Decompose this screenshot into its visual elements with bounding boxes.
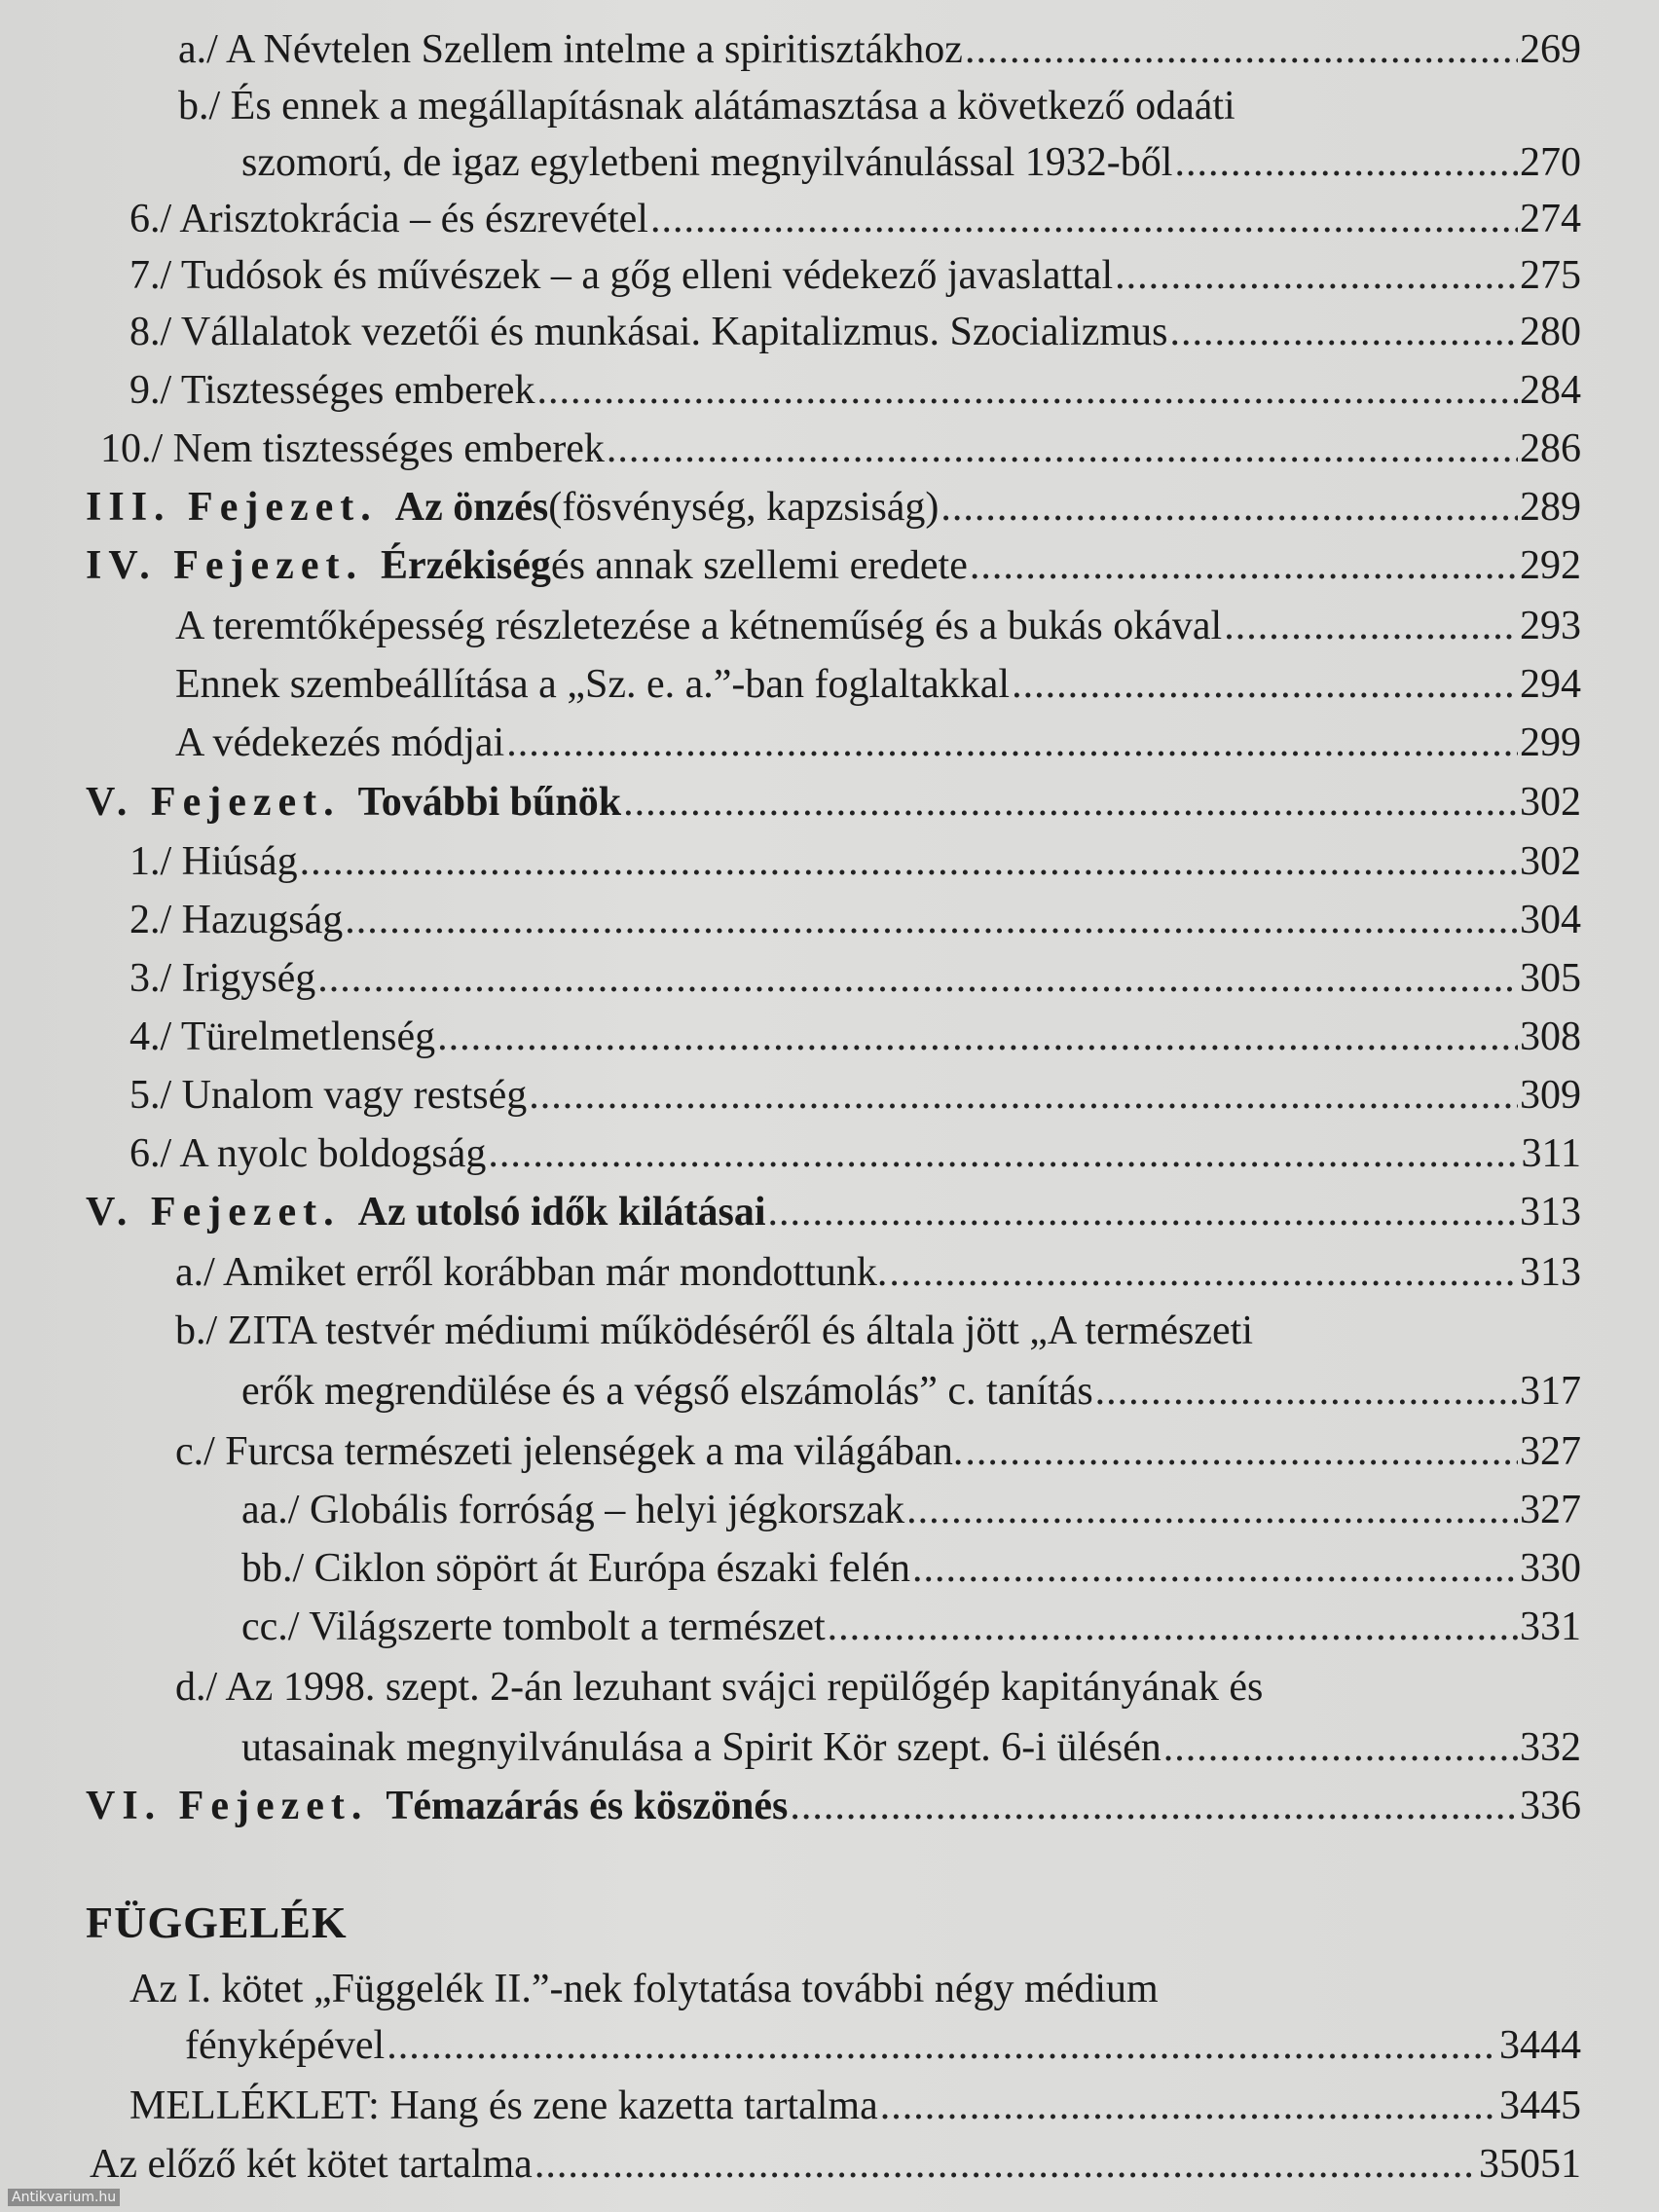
entry-title: bb./ Ciklon söpört át Európa északi felén	[241, 1546, 910, 1591]
chapter-title: További bűnök	[357, 780, 622, 825]
page-number: 270	[1520, 140, 1581, 185]
page-number: 332	[1520, 1725, 1581, 1770]
leader-dots	[965, 21, 1518, 78]
leader-dots	[535, 2136, 1477, 2193]
page-number: 311	[1521, 1131, 1581, 1176]
toc-chapter	[86, 1184, 1581, 1240]
toc-entry	[129, 362, 1581, 419]
toc-entry-line: d./ Az 1998. szept. 2-án lezuhant svájci repülőgép kapitányának és	[175, 1665, 1264, 1710]
page-number: 3445	[1499, 2083, 1581, 2128]
toc-entry	[175, 1423, 1581, 1480]
leader-dots	[912, 1540, 1518, 1597]
page-number: 327	[1520, 1488, 1581, 1532]
toc-entry	[175, 656, 1581, 713]
entry-title: 8./ Vállalatok vezetői és munkásai. Kapitalizmus. Szocializmus	[129, 310, 1168, 354]
leader-dots	[345, 892, 1518, 948]
toc-entry	[175, 598, 1581, 654]
leader-dots	[536, 362, 1518, 419]
leader-dots	[790, 1778, 1518, 1834]
entry-title: Az előző két kötet tartalma	[90, 2142, 533, 2187]
entry-title: MELLÉKLET: Hang és zene kazetta tartalma	[129, 2083, 878, 2128]
leader-dots	[387, 2017, 1497, 2074]
entry-title: aa./ Globális forróság – helyi jégkorszak	[241, 1488, 905, 1532]
toc-chapter	[86, 537, 1581, 594]
toc-chapter	[86, 479, 1581, 535]
leader-dots	[607, 421, 1518, 477]
entry-title: a./ Amiket erről korábban már mondottunk.	[175, 1250, 888, 1295]
entry-title: Ennek szembeállítása a „Sz. e. a.”-ban foglaltakkal	[175, 662, 1011, 707]
entry-title: 1./ Hiúság	[129, 839, 298, 884]
chapter-title: Témazárás és köszönés	[386, 1784, 789, 1828]
page-number: 289	[1520, 485, 1581, 530]
toc-entry	[129, 1009, 1581, 1065]
chapter-subtitle: (fösvénység, kapzsiság)	[548, 485, 940, 530]
chapter-label: VI. Fejezet.	[86, 1784, 369, 1828]
toc-entry	[129, 191, 1581, 247]
toc-entry	[129, 892, 1581, 948]
page-number: 299	[1520, 720, 1581, 765]
toc-entry	[241, 1540, 1581, 1597]
leader-dots	[1115, 247, 1518, 304]
toc-entry	[178, 21, 1581, 78]
toc-entry	[129, 247, 1581, 304]
page-number: 336	[1520, 1784, 1581, 1828]
chapter-label: IV. Fejezet.	[86, 543, 363, 588]
appendix-entry	[185, 2017, 1581, 2074]
leader-dots	[768, 1184, 1518, 1240]
toc-entry	[241, 134, 1581, 191]
toc-entry	[175, 715, 1581, 771]
entry-title: 10./ Nem tisztességes emberek	[100, 426, 605, 471]
leader-dots	[317, 950, 1518, 1007]
toc-entry	[129, 833, 1581, 890]
toc-entry-line: b./ ZITA testvér médiumi működéséről és általa jött „A természeti	[175, 1309, 1253, 1353]
leader-dots	[1095, 1363, 1518, 1419]
leader-dots	[300, 833, 1518, 890]
toc-entry	[129, 950, 1581, 1007]
leader-dots	[906, 1482, 1518, 1538]
page-number: 331	[1520, 1604, 1581, 1649]
leader-dots	[940, 479, 1518, 535]
chapter-label: V. Fejezet.	[86, 780, 341, 825]
page-number: 302	[1520, 839, 1581, 884]
toc-entry	[175, 1244, 1581, 1301]
page-number: 284	[1520, 368, 1581, 413]
page-number: 269	[1520, 27, 1581, 72]
page-number: 275	[1520, 253, 1581, 298]
page-number: 280	[1520, 310, 1581, 354]
appendix-line: Az I. kötet „Függelék II.”-nek folytatása további négy médium	[129, 1967, 1159, 2011]
leader-dots	[506, 715, 1518, 771]
entry-title: 4./ Türelmetlenség	[129, 1014, 436, 1059]
leader-dots	[1169, 304, 1518, 360]
toc-entry	[129, 1125, 1581, 1182]
leader-dots	[437, 1009, 1518, 1065]
entry-title: 2./ Hazugság	[129, 898, 344, 942]
chapter-subtitle: és annak szellemi eredete	[550, 543, 968, 588]
page-number: 317	[1520, 1369, 1581, 1414]
page-number: 304	[1520, 898, 1581, 942]
entry-title: 7./ Tudósok és művészek – a gőg elleni védekező javaslattal	[129, 253, 1114, 298]
leader-dots	[1224, 598, 1518, 654]
leader-dots	[1174, 134, 1518, 191]
page-number: 313	[1520, 1250, 1581, 1295]
chapter-title: Az önzés	[394, 485, 549, 530]
chapter-title: Az utolsó idők kilátásai	[357, 1190, 766, 1235]
page-number: 35051	[1479, 2142, 1581, 2187]
entry-title: utasainak megnyilvánulása a Spirit Kör szept. 6-i ülésén	[241, 1725, 1161, 1770]
appendix-entry	[90, 2136, 1581, 2193]
toc-entry	[241, 1719, 1581, 1776]
watermark: Antikvarium.hu	[8, 2189, 120, 2206]
page-number: 3444	[1499, 2023, 1581, 2068]
page-number: 293	[1520, 604, 1581, 648]
leader-dots	[880, 2078, 1497, 2134]
entry-title: A teremtőképesség részletezése a kétneműség és a bukás okával	[175, 604, 1223, 648]
entry-title: 3./ Irigység	[129, 956, 316, 1001]
page-number: 305	[1520, 956, 1581, 1001]
page-number: 274	[1520, 197, 1581, 241]
leader-dots	[529, 1067, 1518, 1124]
leader-dots	[650, 191, 1518, 247]
entry-title: c./ Furcsa természeti jelenségek a ma világában.	[175, 1429, 964, 1474]
toc-entry	[241, 1363, 1581, 1419]
entry-title: erők megrendülése és a végső elszámolás” c. tanítás	[241, 1369, 1093, 1414]
toc-entry	[241, 1482, 1581, 1538]
entry-title: fényképével	[185, 2023, 386, 2068]
page-number: 286	[1520, 426, 1581, 471]
page-number: 313	[1520, 1190, 1581, 1235]
leader-dots	[970, 537, 1518, 594]
leader-dots	[965, 1423, 1518, 1480]
entry-title: 5./ Unalom vagy restség	[129, 1073, 528, 1118]
leader-dots	[1163, 1719, 1518, 1776]
leader-dots	[889, 1244, 1518, 1301]
toc-entry	[241, 1599, 1581, 1655]
entry-title: 6./ Arisztokrácia – és észrevétel	[129, 197, 648, 241]
toc-chapter	[86, 1778, 1581, 1834]
appendix-heading: FÜGGELÉK	[86, 1898, 348, 1947]
chapter-label: V. Fejezet.	[86, 1190, 341, 1235]
page-number: 294	[1520, 662, 1581, 707]
toc-entry	[100, 421, 1581, 477]
appendix-entry	[129, 2078, 1581, 2134]
entry-title: 9./ Tisztességes emberek	[129, 368, 535, 413]
leader-dots	[488, 1125, 1519, 1182]
chapter-title: Érzékiség	[380, 543, 551, 588]
entry-title: A védekezés módjai	[175, 720, 505, 765]
leader-dots	[828, 1599, 1518, 1655]
page-number: 302	[1520, 780, 1581, 825]
entry-title: szomorú, de igaz egyletbeni megnyilvánulással 1932-ből	[241, 140, 1173, 185]
leader-dots	[1012, 656, 1518, 713]
toc-chapter	[86, 774, 1581, 830]
page-number: 308	[1520, 1014, 1581, 1059]
page-number: 292	[1520, 543, 1581, 588]
page-number: 330	[1520, 1546, 1581, 1591]
leader-dots	[623, 774, 1518, 830]
page-number: 327	[1520, 1429, 1581, 1474]
entry-title: a./ A Névtelen Szellem intelme a spiritisztákhoz	[178, 27, 963, 72]
toc-entry	[129, 1067, 1581, 1124]
chapter-label: III. Fejezet.	[86, 485, 378, 530]
page-number: 309	[1520, 1073, 1581, 1118]
entry-title: 6./ A nyolc boldogság	[129, 1131, 487, 1176]
entry-title: cc./ Világszerte tombolt a természet	[241, 1604, 826, 1649]
toc-entry	[129, 304, 1581, 360]
toc-entry-line: b./ És ennek a megállapításnak alátámasztása a következő odaáti	[178, 84, 1235, 129]
